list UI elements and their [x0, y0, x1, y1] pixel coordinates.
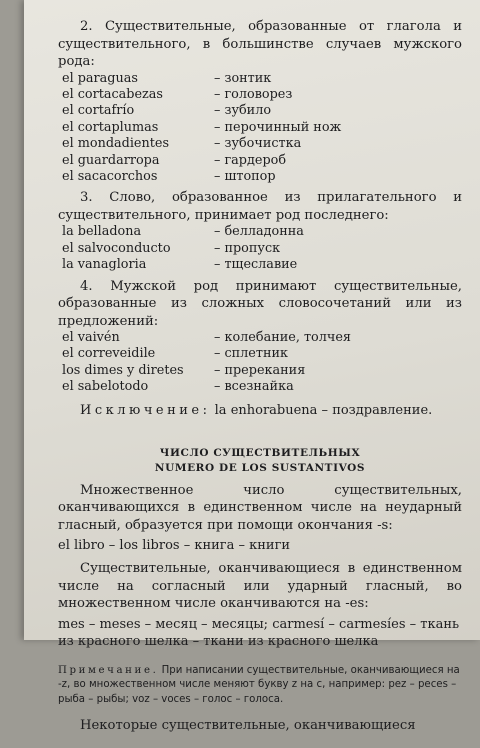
list-item [62, 224, 462, 240]
spanish-term: la belladona [62, 224, 142, 240]
translation: – головорез [214, 86, 293, 102]
list-item [62, 363, 462, 379]
spanish-term: el vaivén [62, 330, 120, 346]
list-item [62, 379, 462, 395]
translation: – штопор [214, 168, 276, 184]
spanish-term: el sabelotodo [62, 379, 149, 395]
plural-example-2: mes – meses – месяц – месяцы; carmesí – carmesíes – ткань из красного шелка – ткани из красного шелка [58, 616, 460, 649]
translation: – колебание, толчея [214, 330, 351, 346]
heading-spanish: NUMERO DE LOS SUSTANTIVOS [154, 461, 366, 474]
exception-text: la enhorabuena – поздравление. [210, 402, 433, 418]
translation: – тщеславие [214, 257, 298, 273]
spanish-term: el sacacorchos [62, 168, 158, 184]
translation: – зубочистка [214, 136, 302, 152]
spanish-term: el cortacabezas [62, 86, 163, 102]
spanish-term: el mondadientes [62, 136, 170, 152]
translation: – зубило [214, 103, 272, 119]
plural-rule-2: Существительные, оканчивающиеся в единственном числе на согласный или ударный гласный, во множественном числе оканчиваются на -es: [58, 561, 462, 612]
plural-rule-1: Множественное число существительных, оканчивающихся в единственном числе на неударный гласный, образуется при помощи окончания -s: [58, 482, 462, 533]
translation: – белладонна [214, 224, 304, 240]
spanish-term: el cortaplumas [62, 119, 159, 135]
spanish-term: el cortafrío [62, 103, 135, 119]
list-item [62, 136, 462, 152]
list-item [62, 169, 462, 185]
cut-off-line: Некоторые существительные, оканчивающиеся [80, 718, 416, 734]
list-item [62, 153, 462, 169]
translation: – сплетник [214, 346, 289, 362]
list-item [62, 87, 462, 103]
translation: – перочинный нож [214, 119, 342, 135]
book-page [24, 0, 480, 734]
spanish-term: el paraguas [62, 70, 138, 86]
section-2-list [62, 71, 462, 186]
section-3-list [62, 224, 462, 273]
translation: – пререкания [214, 362, 306, 378]
spanish-term: el correveidile [62, 346, 156, 362]
section-heading [58, 446, 462, 476]
section-2-text: 2. Существительные, образованные от глагола и существительного, в большинстве случаев мужского рода: [58, 19, 462, 69]
page-content [58, 18, 462, 748]
list-item [62, 257, 462, 273]
exception-line [58, 402, 462, 420]
spanish-term: la vanagloria [62, 257, 147, 273]
note [58, 664, 462, 708]
translation: – всезнайка [214, 379, 294, 395]
section-3-text: 3. Слово, образованное из прилагательного и существительного, принимает род последнего: [58, 190, 462, 223]
list-item [62, 346, 462, 362]
note-label: Примечание. [58, 664, 159, 676]
translation: – гардероб [214, 152, 287, 168]
exception-label: Исключение: [80, 402, 211, 418]
section-4-list [62, 330, 462, 396]
plural-example-1: el libro – los libros – книга – книги [58, 538, 291, 554]
list-item [62, 103, 462, 119]
list-item [62, 120, 462, 136]
spanish-term: los dimes y diretes [62, 362, 184, 378]
heading-russian: ЧИСЛО СУЩЕСТВИТЕЛЬНЫХ [159, 446, 361, 459]
spanish-term: el salvoconducto [62, 240, 171, 256]
list-item [62, 241, 462, 257]
note-text: При написании существительные, оканчивающиеся на -z, во множественном числе меняют букву z на c, например: pez – peces – рыба – рыбы; voz – voces – голос – голоса. [58, 664, 460, 705]
spanish-term: el guardarropa [62, 152, 160, 168]
list-item [62, 71, 462, 87]
list-item [62, 330, 462, 346]
translation: – пропуск [214, 240, 281, 256]
section-4-text: 4. Мужской род принимают существительные, образованные из сложных словосочетаний или из предложений: [58, 278, 462, 329]
translation: – зонтик [214, 70, 272, 86]
